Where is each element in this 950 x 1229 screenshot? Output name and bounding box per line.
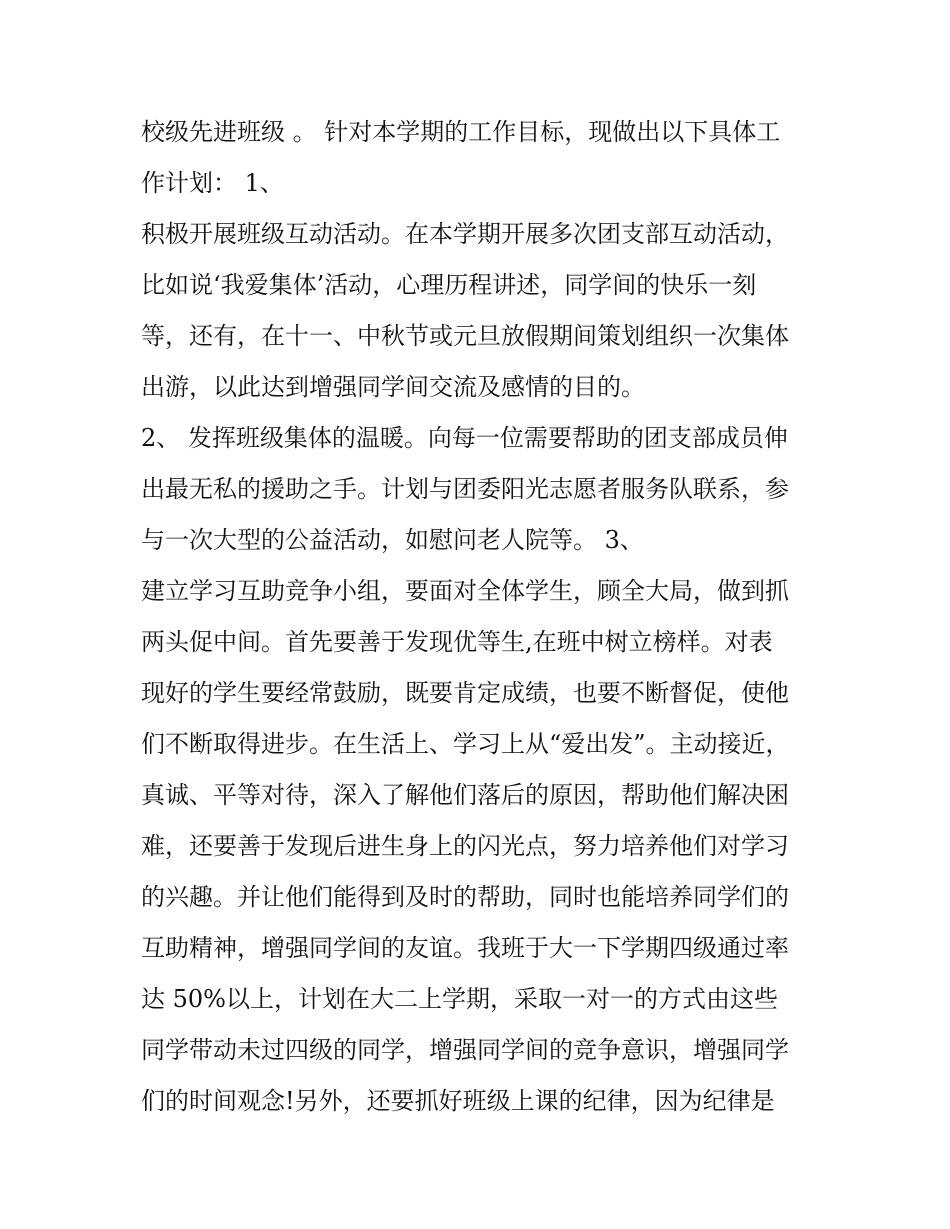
text-line: 两头促中间。首先要善于发现优等生,在班中树立榜样。对表 — [141, 628, 773, 656]
text-line: 积极开展班级互动活动。在本学期开展多次团支部互动活动， — [141, 220, 789, 248]
text-line: 校级先进班级 。 针对本学期的工作目标，现做出以下具体工 — [141, 118, 781, 146]
text-line: 作计划： 1、 — [141, 169, 284, 197]
body-text — [141, 107, 821, 1127]
text-line: 等，还有，在十一、中秋节或元旦放假期间策划组织一次集体 — [141, 322, 789, 350]
text-line: 出游，以此达到增强同学间交流及感情的目的。 — [141, 373, 645, 401]
text-line: 与一次大型的公益活动，如慰问老人院等。 3、 — [141, 526, 644, 554]
text-line: 达 50%以上，计划在大二上学期，采取一对一的方式由这些 — [141, 985, 778, 1013]
text-line: 们的时间观念!另外，还要抓好班级上课的纪律，因为纪律是 — [141, 1087, 775, 1115]
text-line: 难，还要善于发现后进生身上的闪光点，努力培养他们对学习 — [141, 832, 789, 860]
text-line: 真诚、平等对待，深入了解他们落后的原因，帮助他们解决困 — [141, 781, 789, 809]
text-line: 2、 发挥班级集体的温暖。向每一位需要帮助的团支部成员伸 — [141, 424, 788, 452]
text-line: 建立学习互助竞争小组，要面对全体学生，顾全大局，做到抓 — [141, 577, 789, 605]
text-line: 们不断取得进步。在生活上、学习上从“爱出发”。主动接近， — [141, 730, 790, 758]
text-line: 互助精神，增强同学间的友谊。我班于大一下学期四级通过率 — [141, 934, 789, 962]
text-line: 比如说‘我爱集体’活动，心理历程讲述，同学间的快乐一刻 — [141, 271, 757, 299]
text-line: 同学带动未过四级的同学，增强同学间的竞争意识，增强同学 — [141, 1036, 789, 1064]
text-line: 出最无私的援助之手。计划与团委阳光志愿者服务队联系，参 — [141, 475, 789, 503]
text-line: 的兴趣。并让他们能得到及时的帮助，同时也能培养同学们的 — [141, 883, 789, 911]
text-line: 现好的学生要经常鼓励，既要肯定成绩，也要不断督促，使他 — [141, 679, 789, 707]
